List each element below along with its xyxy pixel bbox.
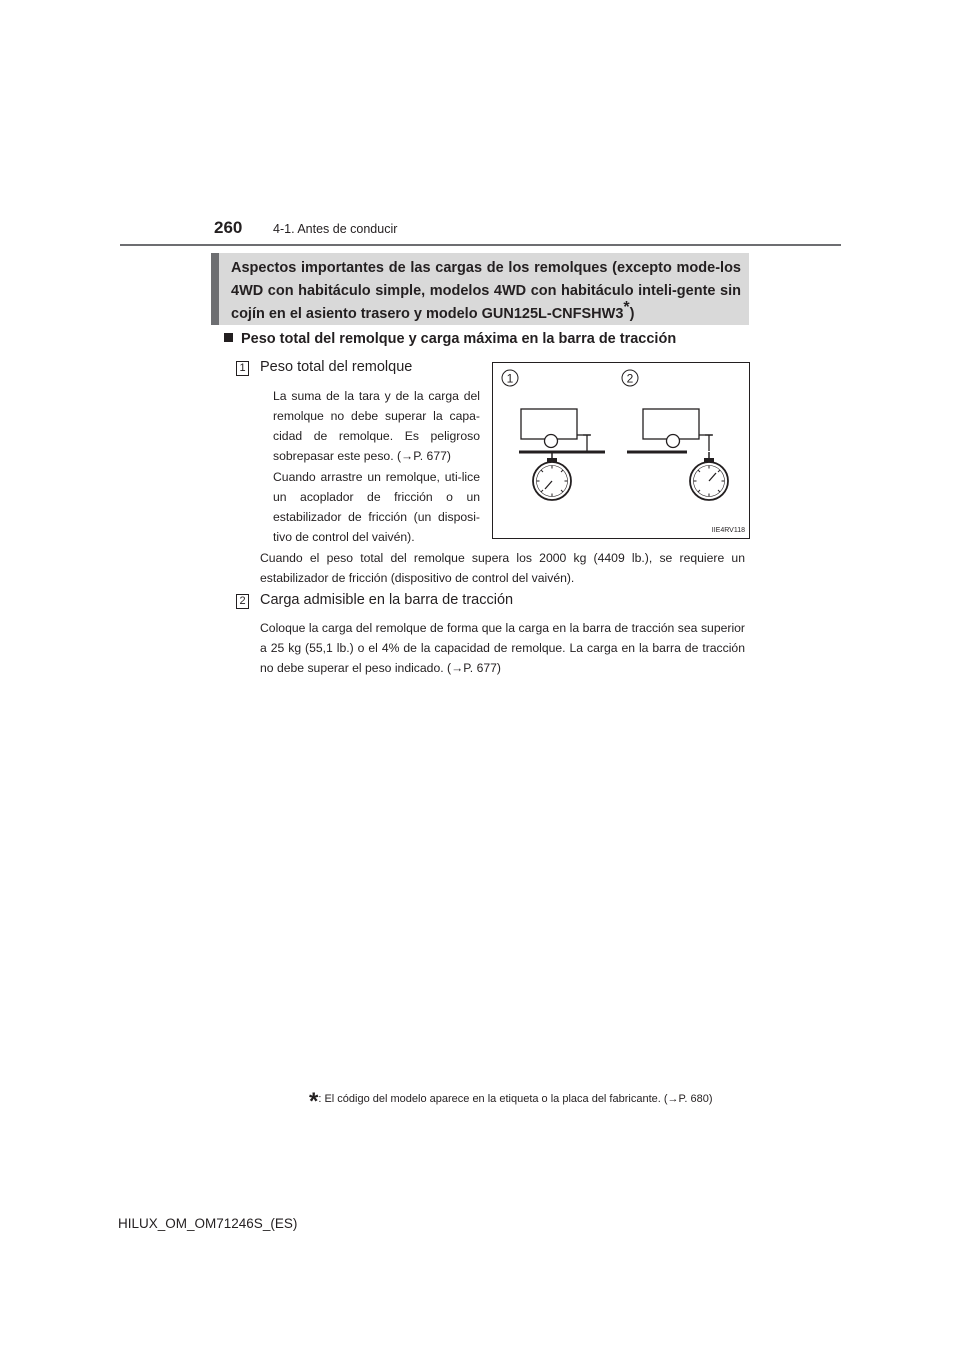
item-1-paragraph-3: Cuando el peso total del remolque supera los 2000 kg (4409 lb.), se requiere un estabilizador de fricción (dispositivo de control del vaivén).	[260, 551, 745, 585]
item-title-2: Carga admisible en la barra de tracción	[260, 592, 514, 608]
footnote	[309, 1081, 713, 1115]
trailer-left	[521, 409, 591, 451]
footnote-asterisk: *	[309, 1088, 319, 1115]
item-2-paragraph-1: Coloque la carga del remolque de forma que la carga en la barra de tracción sea superior a 25 kg (55,1 lb.) o el 4% de la capacidad de remolque. La carga en la barra de tracción no debe superar el peso indicado. (→P. 677)	[260, 621, 745, 675]
heading-asterisk: *	[623, 299, 630, 317]
heading-close-paren: )	[629, 306, 635, 322]
footnote-text: : El código del modelo aparece en la etiqueta o la placa del fabricante. (→P. 680)	[318, 1093, 713, 1105]
svg-text:2: 2	[626, 371, 634, 386]
figure-label-2	[622, 370, 638, 386]
item-1-paragraph-2: Cuando arrastre un remolque, uti-lice un acoplador de fricción o un estabilizador de fricción (un disposi-tivo de control del vaivén).	[273, 470, 480, 544]
item-title-1: Peso total del remolque	[260, 359, 413, 375]
scale-gauge-right	[690, 452, 728, 500]
figure-code: IIE4RV118	[711, 527, 745, 534]
figure-label-1	[502, 370, 518, 386]
trailer-right	[643, 409, 713, 451]
document-code: HILUX_OM_OM71246S_(ES)	[118, 1216, 298, 1231]
square-bullet-icon	[224, 333, 233, 342]
section-title: 4-1. Antes de conducir	[273, 222, 398, 236]
topic-heading-box	[211, 253, 749, 325]
item-number-1: 1	[236, 361, 249, 376]
towing-diagram	[493, 363, 749, 538]
page-number: 260	[214, 218, 243, 237]
subheading-text: Peso total del remolque y carga máxima en la barra de tracción	[241, 331, 677, 347]
scale-gauge-left	[533, 452, 571, 500]
item-number-2: 2	[236, 594, 249, 609]
towing-illustration	[492, 362, 750, 539]
header-rule	[120, 244, 841, 246]
svg-text:1: 1	[506, 371, 514, 386]
topic-heading	[231, 257, 741, 326]
item-1-paragraph-1: La suma de la tara y de la carga del remolque no debe superar la capa-cidad de remolque. Es peligroso sobrepasar este peso. (→P. 677)	[273, 389, 480, 463]
topic-heading-text: Aspectos importantes de las cargas de los remolques (excepto mode-los 4WD con habitáculo simple, modelos 4WD con habitáculo inteli-gente sin cojín en el asiento trasero y modelo GUN125L-CNFSHW3	[231, 260, 741, 322]
subheading	[224, 331, 676, 347]
